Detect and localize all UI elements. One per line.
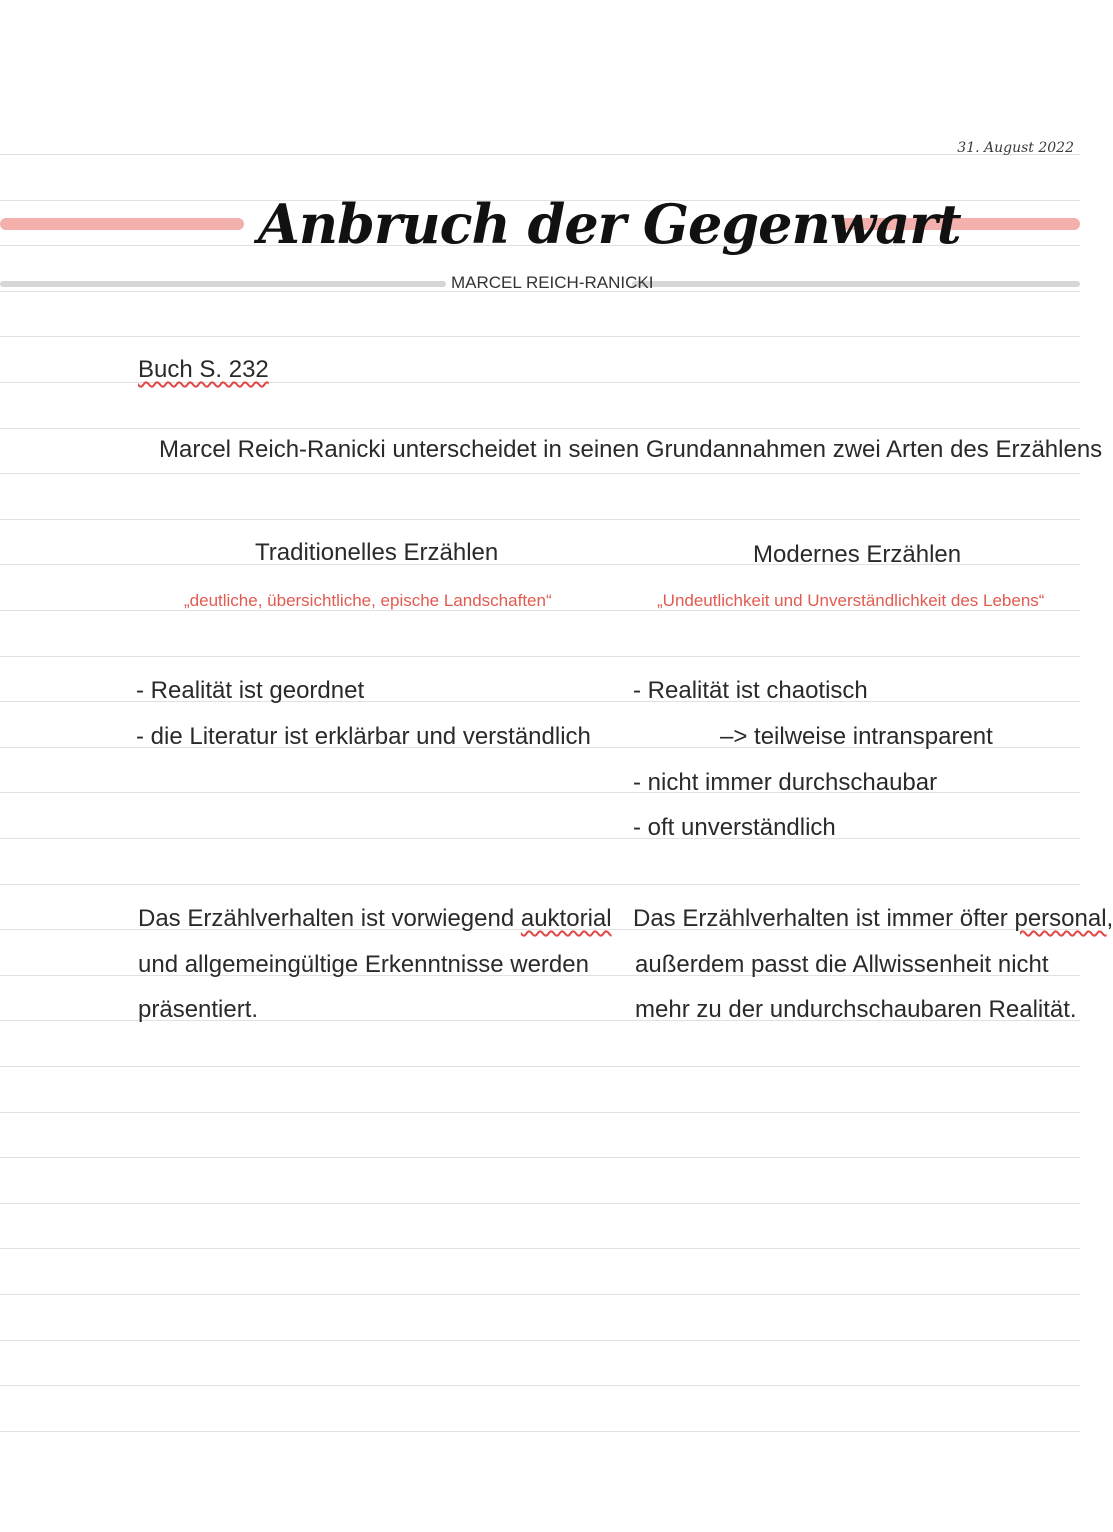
ruled-line (0, 884, 1080, 885)
ruled-line (0, 336, 1080, 337)
left-bullet-1: - Realität ist geordnet (136, 677, 365, 704)
title-decoration-left (0, 218, 244, 230)
ruled-line (0, 838, 1080, 839)
left-paragraph-text: Das Erzählverhalten ist vorwiegend (138, 905, 521, 932)
subtitle-decoration-right (632, 281, 1080, 287)
left-quote: „deutliche, übersichtliche, epische Landschaften“ (184, 591, 552, 610)
right-quote: „Undeutlichkeit und Unverständlichkeit des Lebens“ (657, 591, 1045, 610)
ruled-line (0, 1248, 1080, 1249)
ruled-line (0, 1157, 1080, 1158)
marked-term-personal: personal (1014, 905, 1107, 932)
intro-text: Marcel Reich-Ranicki unterscheidet in seinen Grundannahmen zwei Arten des Erzählens (159, 436, 1103, 463)
left-paragraph-line-1 (138, 905, 612, 933)
page-subtitle: MARCEL REICH-RANICKI (451, 273, 654, 292)
right-paragraph-text: Das Erzählverhalten ist immer öfter (633, 905, 1015, 932)
page-title: Anbruch der Gegenwart (258, 192, 961, 256)
note-date: 31. August 2022 (957, 140, 1074, 156)
ruled-line (0, 519, 1080, 520)
left-heading: Traditionelles Erzählen (255, 539, 499, 566)
ruled-line (0, 428, 1080, 429)
right-bullet-3: - nicht immer durchschaubar (633, 769, 938, 796)
right-bullet-4: - oft unverständlich (633, 814, 836, 841)
left-paragraph-line-3: präsentiert. (138, 996, 259, 1023)
ruled-line (0, 1340, 1080, 1341)
ruled-line (0, 1112, 1080, 1113)
ruled-line (0, 1385, 1080, 1386)
right-bullet-2: –> teilweise intransparent (720, 723, 993, 750)
marked-term-auktorial: auktorial (520, 905, 612, 932)
left-paragraph-line-2: und allgemeingültige Erkenntnisse werden (138, 951, 589, 978)
right-paragraph-comma: , (1106, 905, 1113, 932)
right-paragraph-line-1 (633, 905, 1113, 933)
right-heading: Modernes Erzählen (753, 541, 962, 568)
ruled-line (0, 656, 1080, 657)
ruled-line (0, 1431, 1080, 1432)
ruled-line (0, 154, 1080, 155)
right-bullet-1: - Realität ist chaotisch (633, 677, 868, 704)
ruled-line (0, 1066, 1080, 1067)
ruled-line (0, 473, 1080, 474)
ruled-line (0, 1203, 1080, 1204)
subtitle-decoration-left (0, 281, 446, 287)
left-bullet-2: - die Literatur ist erklärbar und verständlich (136, 723, 591, 750)
ruled-line (0, 1294, 1080, 1295)
book-reference: Buch S. 232 (138, 356, 269, 383)
right-paragraph-line-2: außerdem passt die Allwissenheit nicht (635, 951, 1049, 978)
right-paragraph-line-3: mehr zu der undurchschaubaren Realität. (635, 996, 1077, 1023)
